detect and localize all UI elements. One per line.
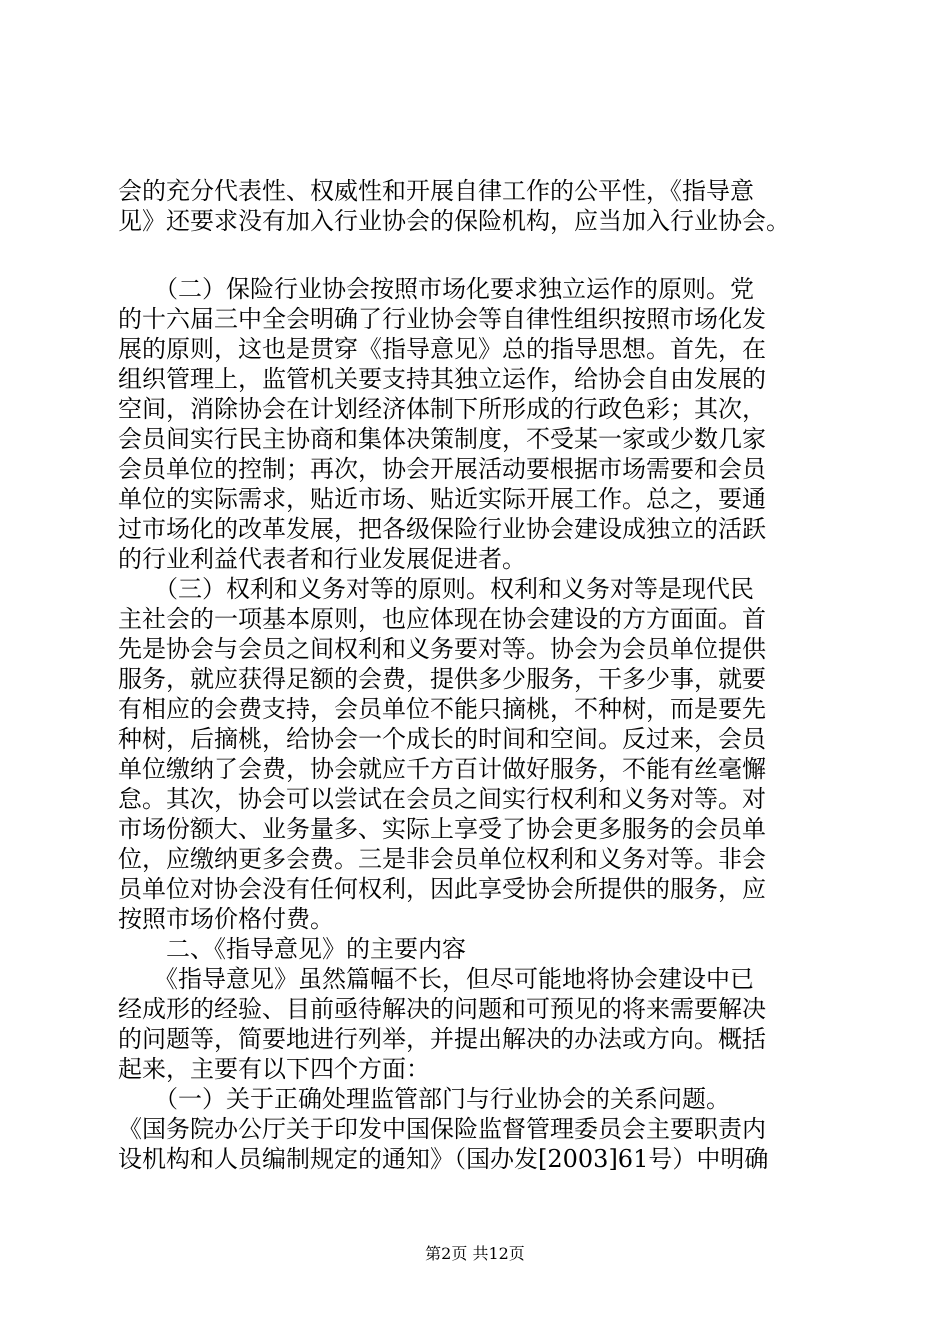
text-line: 《国务院办公厅关于印发中国保险监督管理委员会主要职责内: [118, 1115, 766, 1143]
text-line: 经成形的经验、目前亟待解决的问题和可预见的将来需要解决: [118, 995, 766, 1023]
text-line: 市场份额大、业务量多、实际上享受了协会更多服务的会员单: [118, 815, 766, 843]
section-heading: 二、《指导意见》的主要内容: [118, 935, 466, 963]
text-line: （一）关于正确处理监管部门与行业协会的关系问题。: [118, 1085, 730, 1113]
text-line: 设机构和人员编制规定的通知》（国办发[2003]61号）中明确: [118, 1145, 769, 1173]
text-line: 会的充分代表性、权威性和开展自律工作的公平性，《指导意: [118, 177, 754, 205]
text-line: 展的原则，这也是贯穿《指导意见》总的指导思想。首先，在: [118, 335, 766, 363]
text-line: 组织管理上，监管机关要支持其独立运作，给协会自由发展的: [118, 365, 766, 393]
page-number-label: 第2页 共12页: [425, 1244, 525, 1263]
text-line: （三）权利和义务对等的原则。权利和义务对等是现代民: [118, 575, 754, 603]
text-line: 过市场化的改革发展，把各级保险行业协会建设成独立的活跃: [118, 515, 766, 543]
text-line: 空间，消除协会在计划经济体制下所形成的行政色彩；其次，: [118, 395, 766, 423]
text-line: 有相应的会费支持，会员单位不能只摘桃，不种树，而是要先: [118, 695, 766, 723]
text-line: 会员单位的控制；再次，协会开展活动要根据市场需要和会员: [118, 455, 766, 483]
document-body: [118, 176, 838, 1174]
text-line: 先是协会与会员之间权利和义务要对等。协会为会员单位提供: [118, 635, 766, 663]
page-footer: [0, 1244, 950, 1264]
paragraph-block-1: [118, 176, 838, 236]
text-line: 怠。其次，协会可以尝试在会员之间实行权利和义务对等。对: [118, 785, 766, 813]
text-line: 起来，主要有以下四个方面：: [118, 1055, 430, 1083]
text-line: 《指导意见》虽然篇幅不长，但尽可能地将协会建设中已: [118, 965, 754, 993]
text-line: 主社会的一项基本原则，也应体现在协会建设的方方面面。首: [118, 605, 766, 633]
text-line: （二）保险行业协会按照市场化要求独立运作的原则。党: [118, 275, 754, 303]
text-line: 按照市场价格付费。: [118, 905, 334, 933]
text-line: 会员间实行民主协商和集体决策制度，不受某一家或少数几家: [118, 425, 766, 453]
text-line: 员单位对协会没有任何权利，因此享受协会所提供的服务，应: [118, 875, 766, 903]
text-line: 单位的实际需求，贴近市场、贴近实际开展工作。总之，要通: [118, 485, 766, 513]
paragraph-block-2: [118, 274, 838, 1174]
text-line: 的十六届三中全会明确了行业协会等自律性组织按照市场化发: [118, 305, 766, 333]
paragraph-gap: [118, 236, 838, 274]
text-line: 的问题等，简要地进行列举，并提出解决的办法或方向。概括: [118, 1025, 766, 1053]
text-line: 服务，就应获得足额的会费，提供多少服务，干多少事，就要: [118, 665, 766, 693]
text-line: 见》还要求没有加入行业协会的保险机构，应当加入行业协会。: [118, 207, 790, 235]
text-line: 单位缴纳了会费，协会就应千方百计做好服务，不能有丝毫懈: [118, 755, 766, 783]
text-line: 位，应缴纳更多会费。三是非会员单位权利和义务对等。非会: [118, 845, 766, 873]
text-line: 的行业利益代表者和行业发展促进者。: [118, 545, 526, 573]
text-line: 种树，后摘桃，给协会一个成长的时间和空间。反过来，会员: [118, 725, 766, 753]
